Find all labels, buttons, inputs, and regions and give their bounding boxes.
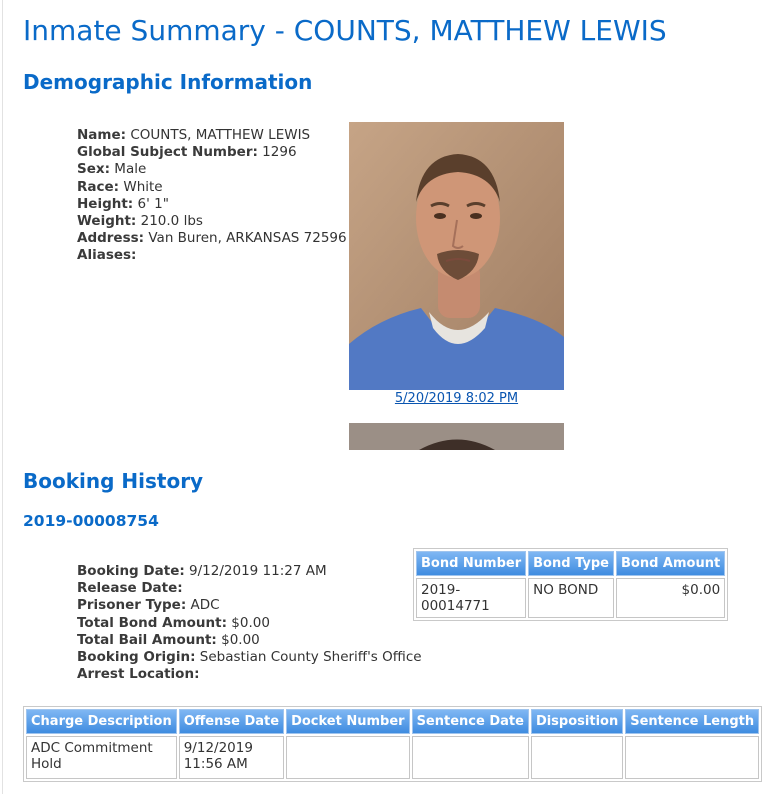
sentence-length-header: Sentence Length [625,709,759,734]
field-aliases [77,247,347,264]
page-title: Inmate Summary - COUNTS, MATTHEW LEWIS [23,14,667,47]
field-value: 210.0 lbs [140,213,203,230]
field-label: Aliases: [77,247,137,264]
field-label: Booking Date: [77,563,185,579]
field-weight [77,213,347,230]
bond-type-cell: NO BOND [528,578,614,618]
field-value: Male [114,161,147,178]
field-value: Sebastian County Sheriff's Office [199,649,422,666]
field-value: Van Buren, ARKANSAS 72596 [148,230,347,247]
mugshot-photo[interactable] [349,122,564,390]
field-address [77,230,347,247]
bond-table-header [416,551,725,576]
field-global-subject-number [77,144,347,161]
bond-number-cell: 2019-00014771 [416,578,526,618]
bond-type-header: Bond Type [528,551,614,576]
field-label: Sex: [77,161,110,178]
field-value: ADC [190,597,220,614]
field-total-bond-amount [77,615,422,632]
field-label: Arrest Location: [77,666,200,683]
sentence-date-cell [412,736,529,779]
field-value: $0.00 [231,614,270,631]
field-height [77,196,347,213]
offense-date-header: Offense Date [179,709,284,734]
table-row [26,736,759,779]
field-label: Address: [77,230,145,247]
booking-history-heading: Booking History [23,469,204,493]
docket-number-header: Docket Number [286,709,410,734]
field-value: 9/12/2019 11:27 AM [189,563,327,579]
field-label: Total Bail Amount: [77,631,217,648]
field-label: Global Subject Number: [77,144,258,161]
field-value: 1296 [262,144,297,161]
page-left-border [2,0,3,794]
field-value: 6' 1" [137,195,169,212]
disposition-cell [531,736,623,779]
field-label: Release Date: [77,580,183,597]
field-label: Booking Origin: [77,649,196,666]
bond-table [413,548,728,621]
field-label: Height: [77,195,134,212]
disposition-header: Disposition [531,709,623,734]
field-label: Weight: [77,213,137,230]
demographic-heading: Demographic Information [23,70,313,94]
field-total-bail-amount [77,632,422,649]
field-name [77,127,347,144]
field-value: $0.00 [221,631,260,648]
mugshot-image [349,122,564,390]
bond-amount-header: Bond Amount [616,551,725,576]
field-prisoner-type [77,597,422,614]
offense-date-cell: 9/12/2019 11:56 AM [179,736,284,779]
field-race [77,179,347,196]
field-value: COUNTS, MATTHEW LEWIS [130,127,311,143]
field-label: Name: [77,127,127,143]
charges-table-header [26,709,759,734]
photo-date-link[interactable]: 5/20/2019 8:02 PM [394,391,519,406]
field-value: White [123,178,163,195]
table-row [416,578,725,618]
bond-number-header: Bond Number [416,551,526,576]
second-mugshot-photo[interactable] [349,423,564,450]
field-label: Prisoner Type: [77,597,187,614]
field-release-date [77,580,422,597]
field-arrest-location [77,666,422,683]
charges-table [23,706,762,782]
second-mugshot-image [349,423,564,450]
booking-info [77,563,422,683]
charge-description-cell: ADC Commitment Hold [26,736,177,779]
charge-description-header: Charge Description [26,709,177,734]
field-label: Race: [77,178,120,195]
docket-number-cell [286,736,410,779]
field-sex [77,161,347,178]
field-label: Total Bond Amount: [77,614,227,631]
booking-number: 2019-00008754 [23,512,159,530]
field-booking-origin [77,649,422,666]
sentence-date-header: Sentence Date [412,709,529,734]
sentence-length-cell [625,736,759,779]
demographic-info [77,127,347,265]
field-booking-date [77,563,422,580]
bond-amount-cell: $0.00 [616,578,725,618]
